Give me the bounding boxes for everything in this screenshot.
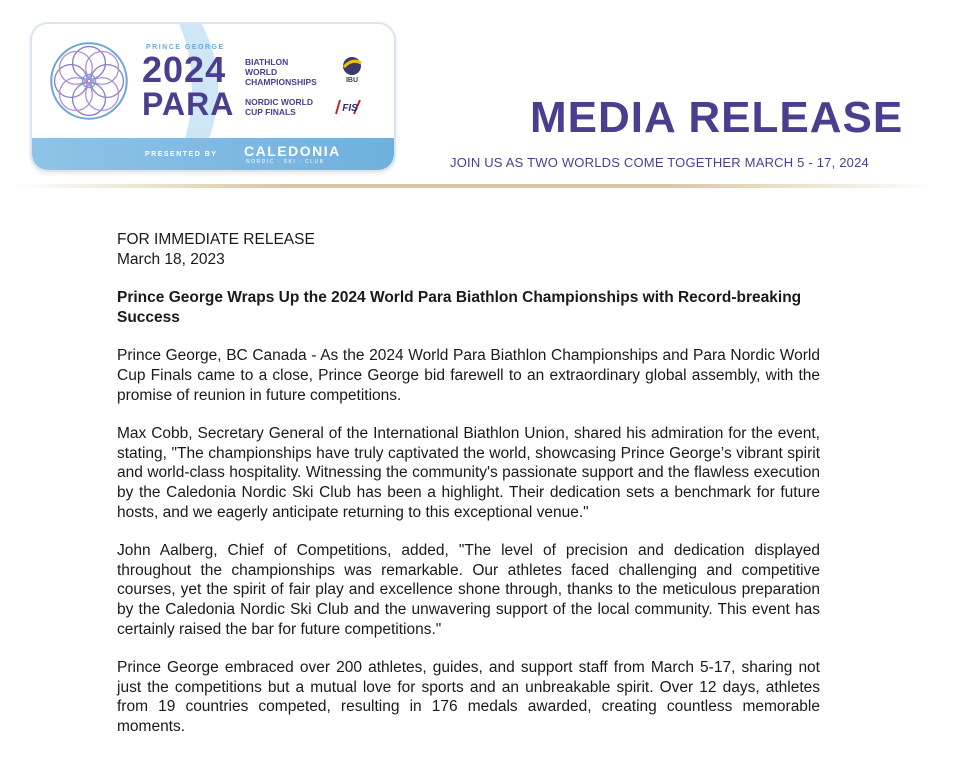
paragraph-4: Prince George embraced over 200 athletes, guides, and support staff from March 5-17, sharing not just the competitions but a mutual love for sports and an unbreakable spirit. Over 12 days, athletes from 19 countries competed, resulting in 176 medals awarded, creating countless memorable moments. (117, 659, 820, 735)
sponsor-name: CALEDONIA (244, 143, 341, 159)
logo-line-2: WORLD (245, 67, 278, 77)
release-body (117, 230, 820, 755)
sponsor-subtitle: NORDIC · SKI · CLUB (246, 159, 325, 165)
release-label: FOR IMMEDIATE RELEASE (117, 231, 315, 248)
dreamcatcher-icon (48, 40, 130, 122)
fis-logo-icon (334, 96, 368, 116)
letterhead (0, 0, 960, 195)
logo-year: 2024 (142, 49, 227, 90)
presented-by: PRESENTED BY (145, 151, 218, 158)
headline: Prince George Wraps Up the 2024 World Para Biathlon Championships with Record-breaking Success (117, 289, 802, 326)
ibu-logo-icon (336, 56, 368, 84)
release-date: March 18, 2023 (117, 250, 225, 268)
logo-line-5: CUP FINALS (245, 107, 296, 117)
page-title: MEDIA RELEASE (530, 93, 904, 142)
tagline: JOIN US AS TWO WORLDS COME TOGETHER MARCH 5 - 17, 2024 (450, 155, 869, 170)
paragraph-3: John Aalberg, Chief of Competitions, added, "The level of precision and dedication displayed throughout the championships was remarkable. Our athletes faced challenging and competitive courses, yet the spirit of fair play and excellence shone through, thanks to the meticulous preparation by the Caledonia Nordic Ski Club and the unwavering support of the local community. This event has certainly raised the bar for future competitions." (117, 542, 820, 638)
paragraph-1: Prince George, BC Canada - As the 2024 World Para Biathlon Championships and Para Nordic World Cup Finals came to a close, Prince George bid farewell to an extraordinary global assembly, with the promise of reunion in future competitions. (117, 347, 820, 404)
header-divider (10, 184, 940, 188)
logo-line-3: CHAMPIONSHIPS (245, 77, 317, 87)
fis-label: FIS (342, 103, 358, 114)
release-meta (117, 230, 820, 269)
paragraph-2: Max Cobb, Secretary General of the International Biathlon Union, shared his admiration for the event, stating, "The championships have truly captivated the world, showcasing Prince George’s vibrant spirit and world-class hospitality. Witnessing the community's passionate support and the flawless execution by the Caledonia Nordic Ski Club has been a highlight. Their dedication sets a benchmark for future hosts, and we eagerly anticipate returning to this exceptional venue." (117, 425, 820, 521)
logo-line-4: NORDIC WORLD (245, 97, 313, 107)
ibu-label: IBU (345, 77, 359, 84)
logo-city: PRINCE GEORGE (146, 44, 225, 51)
logo-para: PARA (142, 86, 235, 122)
logo-line-1: BIATHLON (245, 57, 289, 67)
